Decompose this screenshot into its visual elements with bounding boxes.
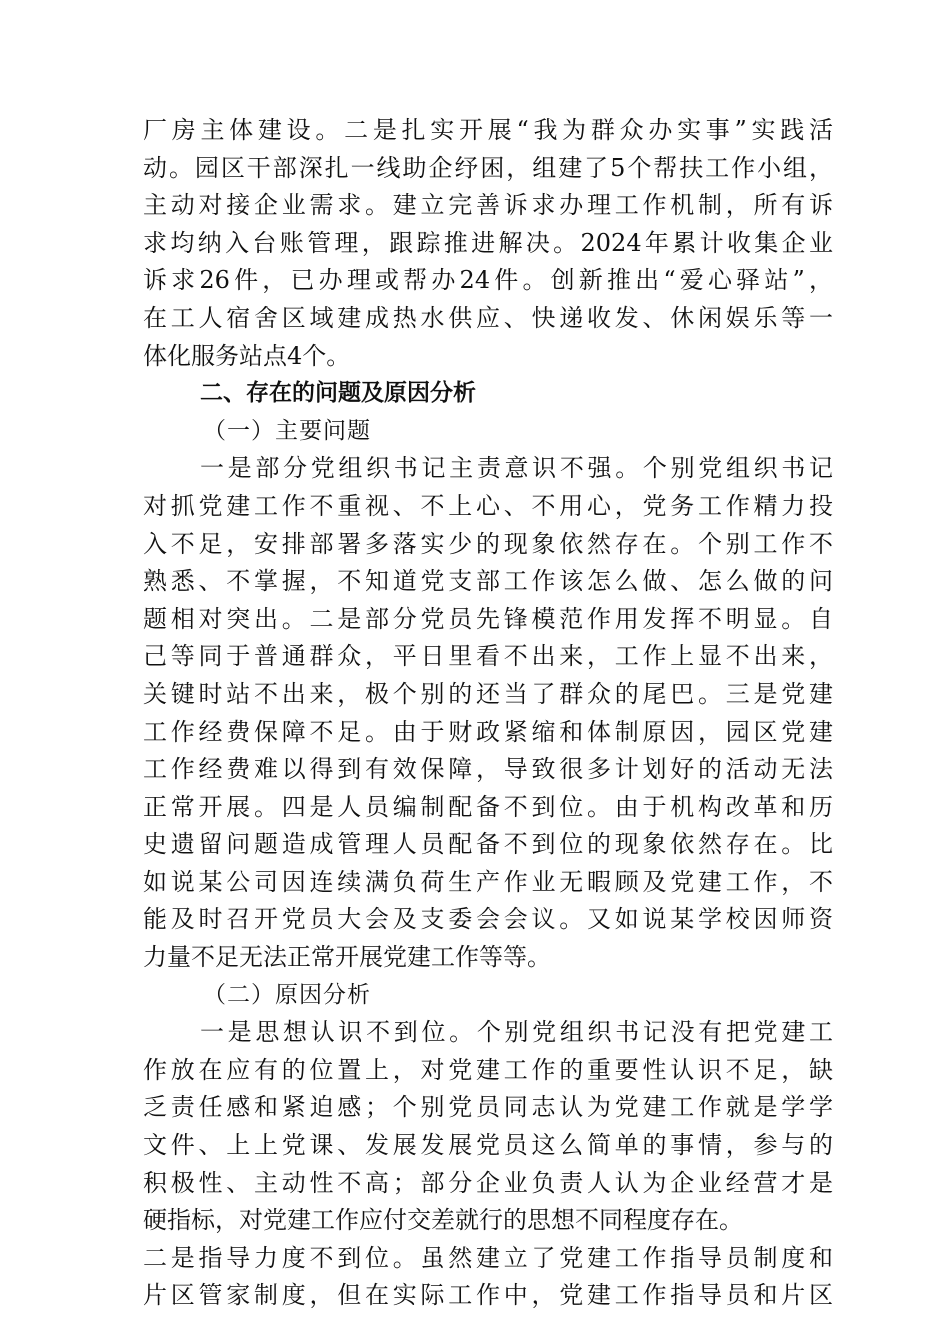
text-line: 对抓党建工作不重视、不上心、不用心，党务工作精力投 [143,491,833,520]
text-line: 作放在应有的位置上，对党建工作的重要性认识不足，缺 [143,1055,833,1084]
text-line: 入不足，安排部署多落实少的现象依然存在。个别工作不 [143,529,833,558]
text-line: 文件、上上党课、发展发展党员这么简单的事情，参与的 [143,1131,833,1160]
text-line: 如说某公司因连续满负荷生产作业无暇顾及党建工作，不 [143,867,833,896]
text-line: 工作经费难以得到有效保障，导致很多计划好的活动无法 [143,755,833,784]
section-heading: 二、存在的问题及原因分析 [200,380,476,407]
text-line: 能及时召开党员大会及支委会会议。又如说某学校因师资 [143,905,833,934]
text-line: 题相对突出。二是部分党员先锋模范作用发挥不明显。自 [143,604,833,633]
text-line: 在工人宿舍区域建成热水供应、快递收发、休闲娱乐等一 [143,303,833,332]
text-line: 史遗留问题造成管理人员配备不到位的现象依然存在。比 [143,830,833,859]
paragraph-causes [143,1014,833,1315]
text-line: 二是指导力度不到位。虽然建立了党建工作指导员制度和 [143,1243,833,1272]
text-line: 厂房主体建设。二是扎实开展“我为群众办实事”实践活 [143,116,833,144]
text-line: 片区管家制度，但在实际工作中，党建工作指导员和片区 [143,1281,833,1310]
text-line: 体化服务站点4个。 [143,341,351,370]
text-line: 硬指标，对党建工作应付交差就行的思想不同程度存在。 [143,1206,743,1235]
text-line: 力量不足无法正常开展党建工作等等。 [143,943,551,972]
text-line: 动。园区干部深扎一线助企纾困，组建了5个帮扶工作小组， [143,153,833,182]
text-line: 一是思想认识不到位。个别党组织书记没有把党建工 [200,1018,833,1047]
subheading-cause-analysis: （二）原因分析 [203,981,371,1008]
text-line: 求均纳入台账管理，跟踪推进解决。2024年累计收集企业 [143,228,833,257]
paragraph-problems [143,450,833,976]
text-line: 正常开展。四是人员编制配备不到位。由于机构改革和历 [143,792,833,821]
text-line: 一是部分党组织书记主责意识不强。个别党组织书记 [200,454,833,483]
text-line: 主动对接企业需求。建立完善诉求办理工作机制，所有诉 [143,191,833,220]
text-line: 乏责任感和紧迫感；个别党员同志认为党建工作就是学学 [143,1093,833,1122]
text-line: 工作经费保障不足。由于财政紧缩和体制原因，园区党建 [143,717,833,746]
text-line: 关键时站不出来，极个别的还当了群众的尾巴。三是党建 [143,679,833,708]
text-line: 熟悉、不掌握，不知道党支部工作该怎么做、怎么做的问 [143,567,833,596]
document-body [143,112,833,1315]
text-line: 诉求26件，已办理或帮办24件。创新推出“爱心驿站”， [143,266,833,295]
text-line: 积极性、主动性不高；部分企业负责人认为企业经营才是 [143,1168,833,1197]
paragraph-continued [143,112,833,375]
subheading-main-problems: （一）主要问题 [203,417,371,444]
text-line: 己等同于普通群众，平日里看不出来，工作上显不出来， [143,642,833,671]
